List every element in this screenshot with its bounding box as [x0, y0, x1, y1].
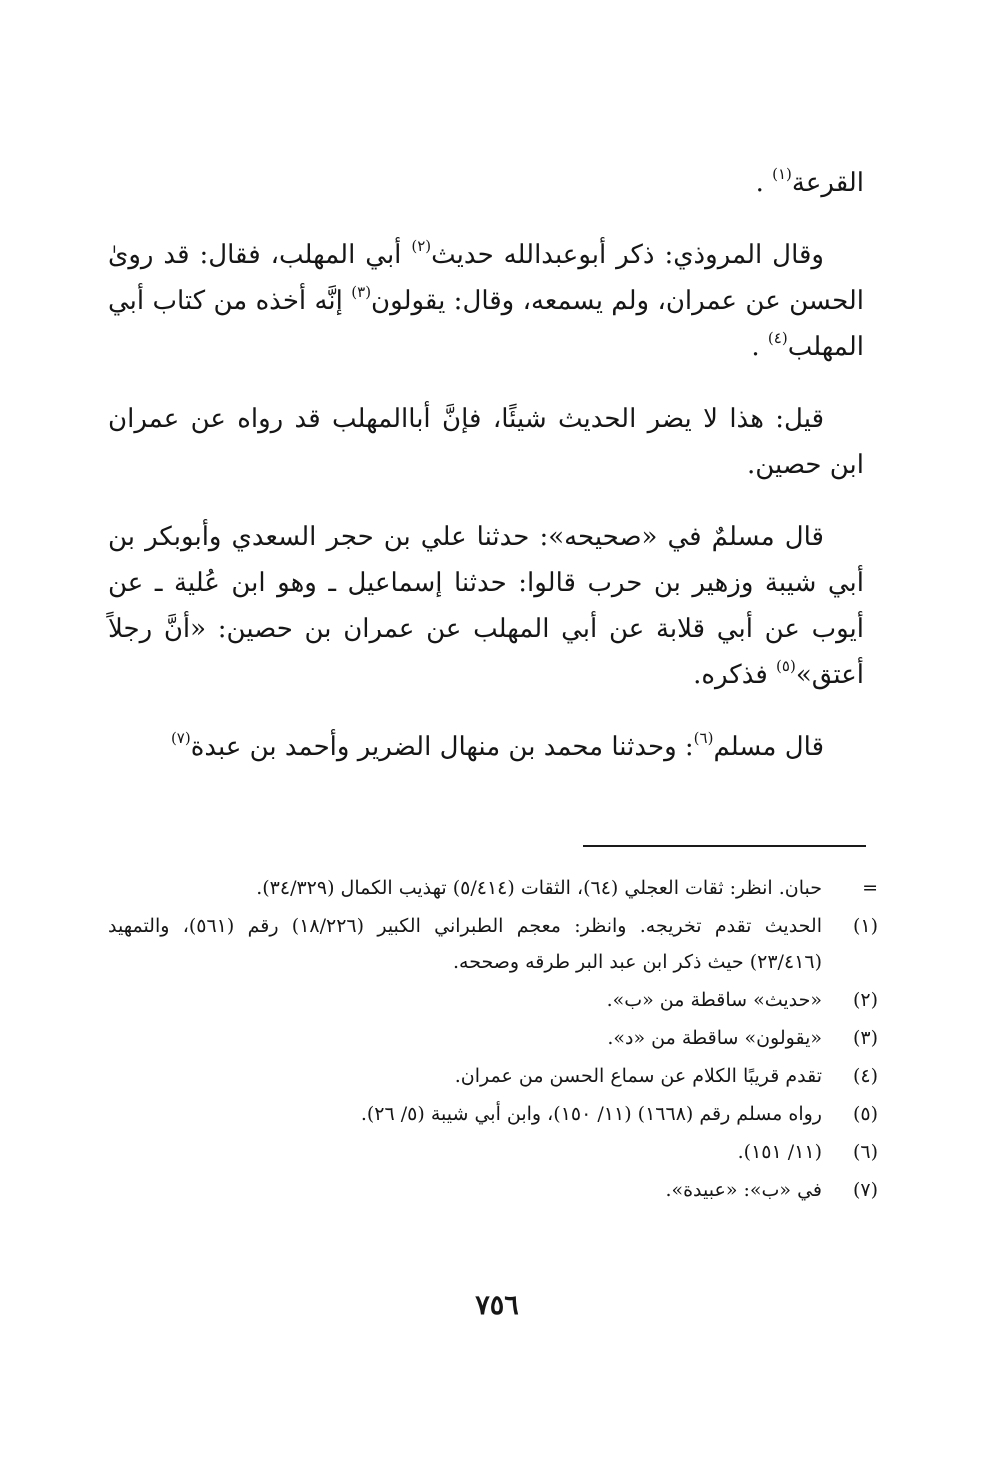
- paragraph-3-text: قيل: هذا لا يضر الحديث شيئًا، فإنَّ أباالمهلب قد رواه عن عمران ابن حصين.: [108, 404, 864, 480]
- footnote-3: [108, 1020, 878, 1056]
- footnote-separator: [583, 845, 866, 847]
- paragraph-1-tail: .: [755, 168, 773, 198]
- footnote-text: تقدم قريبًا الكلام عن سماع الحسن من عمران.: [454, 1065, 822, 1087]
- footnote-ref-7: (٧): [170, 729, 191, 747]
- footnote-mark: =: [862, 877, 878, 899]
- paragraph-2-part-b: أبي المهلب، فقال: قد روىٰ الحسن عن عمران، ولم يسمعه، وقال: يقولون: [108, 240, 864, 316]
- footnote-text: حبان. انظر: ثقات العجلي (٦٤)، الثقات (٥/٤١٤) تهذيب الكمال (٣٤/٣٢٩).: [256, 877, 822, 899]
- footnote-ref-5: (٥): [776, 657, 796, 675]
- paragraph-5: [108, 724, 864, 770]
- footnote-text: «حديث» ساقطة من «ب».: [606, 989, 822, 1011]
- footnote-mark: (٤): [852, 1065, 878, 1087]
- footnote-text: (١١/ ١٥١).: [737, 1141, 822, 1163]
- footnote-mark: (٧): [852, 1179, 878, 1201]
- footnote-continued: [108, 870, 878, 906]
- footnote-5: [108, 1096, 878, 1132]
- paragraph-5-part-b: : وحدثنا محمد بن منهال الضرير وأحمد بن عبدة: [190, 732, 694, 762]
- footnote-ref-2: (٢): [411, 237, 432, 255]
- paragraph-1-text: القرعة: [791, 168, 864, 198]
- footnote-ref-4: (٤): [767, 329, 788, 347]
- footnote-ref-3: (٣): [351, 283, 372, 301]
- footnote-ref-1: (١): [772, 165, 792, 183]
- paragraph-2-part-a: وقال المروذي: ذكر أبوعبدالله حديث: [431, 240, 824, 270]
- footnote-7: [108, 1172, 878, 1208]
- footnote-text: الحديث تقدم تخريجه. وانظر: معجم الطبراني الكبير (١٨/٢٢٦) رقم (٥٦١)، والتمهيد (٢٣/٤١٦) حيث ذكر ابن عبد البر طرقه وصححه.: [108, 915, 822, 973]
- footnotes: [108, 870, 878, 1210]
- page-number: ٧٥٦: [475, 1290, 519, 1321]
- footnote-text: «يقولون» ساقطة من «د».: [607, 1027, 822, 1049]
- paragraph-4: [108, 514, 864, 698]
- main-text: [108, 160, 864, 770]
- paragraph-2-part-d: .: [751, 332, 768, 362]
- footnote-ref-6: (٦): [693, 729, 714, 747]
- paragraph-4-part-b: فذكره.: [693, 660, 777, 690]
- footnote-2: [108, 982, 878, 1018]
- footnote-text: في «ب»: «عبيدة».: [665, 1179, 822, 1201]
- paragraph-3: [108, 396, 864, 488]
- footnote-mark: (٦): [852, 1141, 878, 1163]
- paragraph-4-part-a: قال مسلمٌ في «صحيحه»: حدثنا علي بن حجر السعدي وأبوبكر بن أبي شيبة وزهير بن حرب قالوا: حدثنا إسماعيل ـ وهو ابن عُلية ـ عن أيوب عن أبي قلابة عن أبي المهلب عن عمران بن حصين: «أنَّ رجلاً أعتق»: [108, 522, 864, 690]
- footnote-mark: (٥): [852, 1103, 878, 1125]
- footnote-1: [108, 908, 878, 980]
- footnote-6: [108, 1134, 878, 1170]
- footnote-mark: (١): [852, 915, 878, 937]
- paragraph-2: [108, 232, 864, 370]
- paragraph-2-part-c: إنَّه أخذه من كتاب أبي المهلب: [108, 286, 864, 362]
- paragraph-1: [108, 160, 864, 206]
- footnote-mark: (٣): [852, 1027, 878, 1049]
- paragraph-5-part-a: قال مسلم: [713, 732, 824, 762]
- footnote-text: رواه مسلم رقم (١٦٦٨) (١١/ ١٥٠)، وابن أبي شيبة (٥/ ٢٦).: [360, 1103, 822, 1125]
- footnote-4: [108, 1058, 878, 1094]
- footnote-mark: (٢): [852, 989, 878, 1011]
